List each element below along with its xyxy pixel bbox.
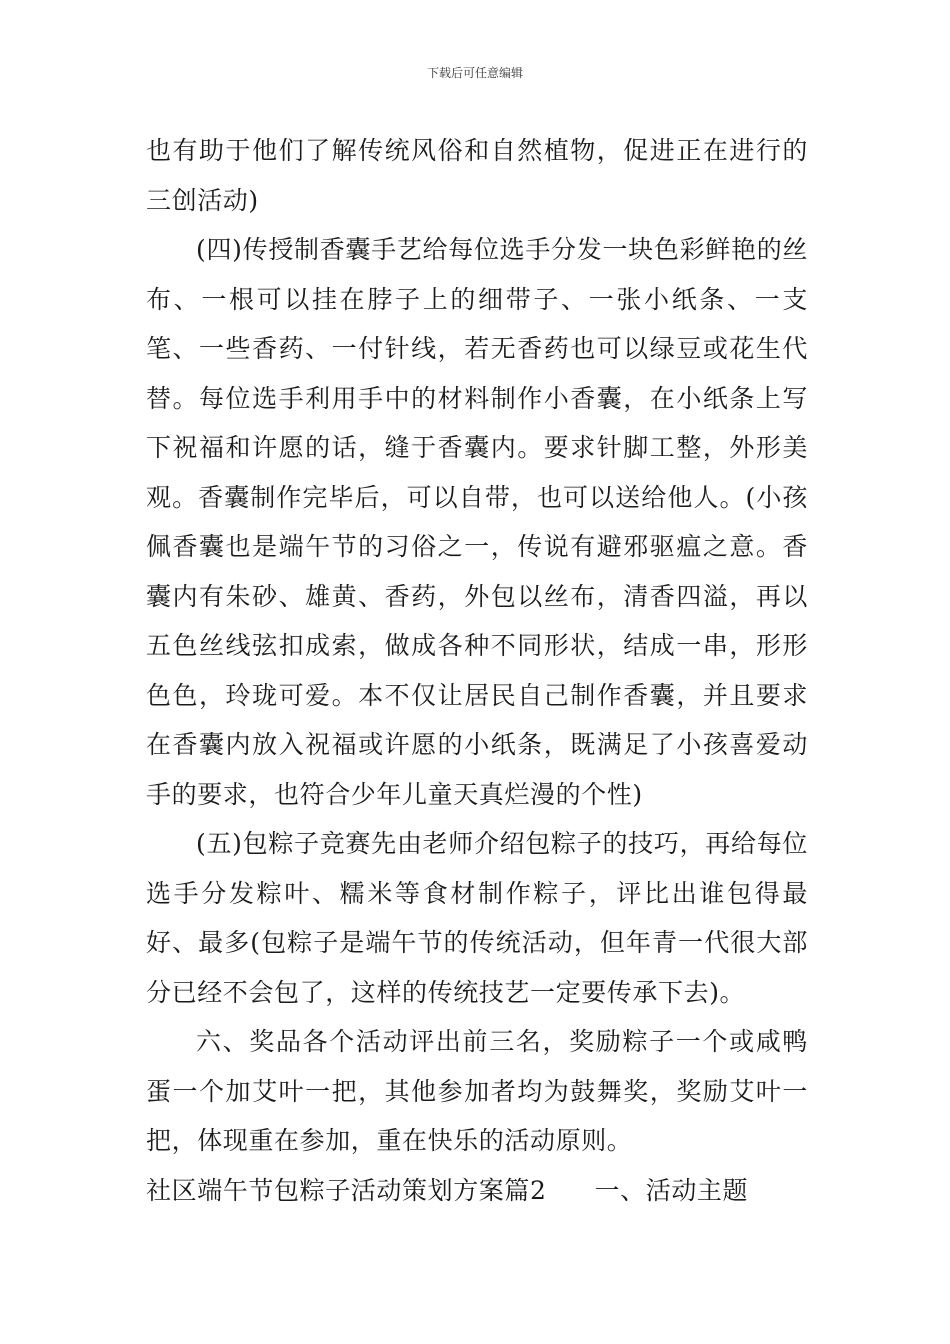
paragraph-prizes: 六、奖品各个活动评出前三名，奖励粽子一个或咸鸭蛋一个加艾叶一把，其他参加者均为鼓舞奖，奖励艾叶一把，体现重在参加，重在快乐的活动原则。 — [146, 1027, 808, 1155]
paragraph-continuation: 也有助于他们了解传统风俗和自然植物，促进正在进行的三创活动) — [146, 136, 808, 215]
section-heading-line — [146, 1166, 808, 1216]
section-title: 社区端午节包粽子活动策划方案篇2 — [146, 1175, 547, 1205]
paragraph-zongzi-contest: (五)包粽子竞赛先由老师介绍包粽子的技巧，再给每位选手分发粽叶、糯米等食材制作粽子，评比出谁包得最好、最多(包粽子是端午节的传统活动，但年青一代很大部分已经不会包了，这样的传统技艺一定要传承下去)。 — [146, 829, 808, 1007]
section-subtitle: 一、活动主题 — [594, 1175, 749, 1205]
document-body — [146, 126, 808, 1215]
paragraph-sachet-craft: (四)传授制香囊手艺给每位选手分发一块色彩鲜艳的丝布、一根可以挂在脖子上的细带子、一张小纸条、一支笔、一些香药、一付针线，若无香药也可以绿豆或花生代替。每位选手利用手中的材料制作小香囊，在小纸条上写下祝福和许愿的话，缝于香囊内。要求针脚工整，外形美观。香囊制作完毕后，可以自带，也可以送给他人。(小孩佩香囊也是端午节的习俗之一，传说有避邪驱瘟之意。香囊内有朱砂、雄黄、香药，外包以丝布，清香四溢，再以五色丝线弦扣成索，做成各种不同形状，结成一串，形形色色，玲珑可爱。本不仅让居民自己制作香囊，并且要求在香囊内放入祝福或许愿的小纸条，既满足了小孩喜爱动手的要求，也符合少年儿童天真烂漫的个性) — [146, 235, 808, 809]
page-header: 下载后可任意编辑 — [426, 66, 523, 80]
